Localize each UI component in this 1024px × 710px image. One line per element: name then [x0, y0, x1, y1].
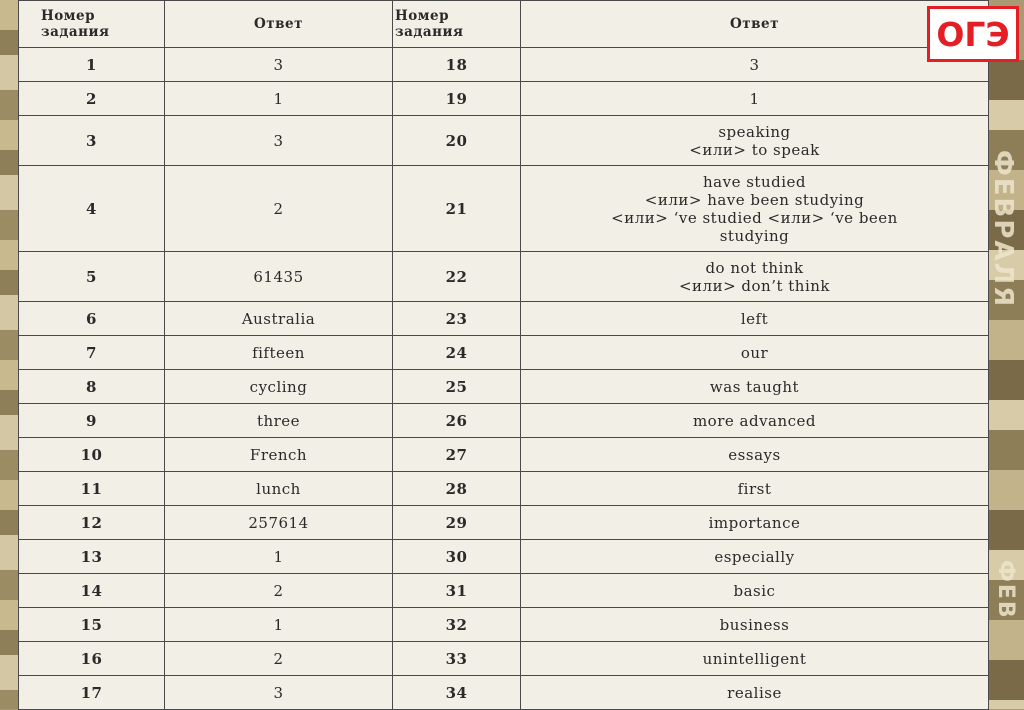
task-number-cell: 3	[19, 116, 165, 166]
header-task-number-right: Номер задания	[393, 1, 521, 48]
answer-cell: 3	[521, 48, 989, 82]
answer-sheet	[18, 0, 988, 709]
task-number-cell: 21	[393, 166, 521, 252]
answer-cell: especially	[521, 540, 989, 574]
task-number-cell: 14	[19, 574, 165, 608]
task-number-cell: 7	[19, 336, 165, 370]
answer-cell: was taught	[521, 370, 989, 404]
task-number-cell: 9	[19, 404, 165, 438]
answer-cell: more advanced	[521, 404, 989, 438]
table-row	[19, 48, 989, 82]
task-number-cell: 10	[19, 438, 165, 472]
table-row	[19, 82, 989, 116]
task-number-cell: 6	[19, 302, 165, 336]
answer-cell: first	[521, 472, 989, 506]
header-row	[19, 1, 989, 48]
answer-cell: 2	[165, 642, 393, 676]
answer-cell: essays	[521, 438, 989, 472]
task-number-cell: 8	[19, 370, 165, 404]
answers-table	[18, 0, 989, 710]
answer-cell: have studied <или> have been studying <или> ‘ve studied <или> ‘ve been studying	[521, 166, 989, 252]
answer-cell: business	[521, 608, 989, 642]
answer-cell: Australia	[165, 302, 393, 336]
answer-cell: left	[521, 302, 989, 336]
table-row	[19, 302, 989, 336]
answer-cell: do not think <или> don’t think	[521, 252, 989, 302]
answer-cell: unintelligent	[521, 642, 989, 676]
task-number-cell: 25	[393, 370, 521, 404]
answer-cell: importance	[521, 506, 989, 540]
task-number-cell: 17	[19, 676, 165, 710]
table-row	[19, 608, 989, 642]
answer-cell: realise	[521, 676, 989, 710]
task-number-cell: 19	[393, 82, 521, 116]
task-number-cell: 15	[19, 608, 165, 642]
task-number-cell: 22	[393, 252, 521, 302]
header-answer-left: Ответ	[165, 1, 393, 48]
task-number-cell: 16	[19, 642, 165, 676]
table-row	[19, 336, 989, 370]
answer-cell: 257614	[165, 506, 393, 540]
task-number-cell: 2	[19, 82, 165, 116]
task-number-cell: 30	[393, 540, 521, 574]
answer-cell: cycling	[165, 370, 393, 404]
task-number-cell: 20	[393, 116, 521, 166]
task-number-cell: 27	[393, 438, 521, 472]
answer-cell: 1	[165, 608, 393, 642]
task-number-cell: 18	[393, 48, 521, 82]
answer-cell: our	[521, 336, 989, 370]
answer-cell: 1	[521, 82, 989, 116]
table-row	[19, 574, 989, 608]
answer-cell: lunch	[165, 472, 393, 506]
answer-cell: 3	[165, 116, 393, 166]
table-row	[19, 642, 989, 676]
task-number-cell: 11	[19, 472, 165, 506]
task-number-cell: 31	[393, 574, 521, 608]
table-row	[19, 166, 989, 252]
side-text-top: ФЕВРАЛЯ	[988, 150, 1018, 309]
table-row	[19, 438, 989, 472]
answer-cell: 3	[165, 48, 393, 82]
table-row	[19, 404, 989, 438]
answer-cell: basic	[521, 574, 989, 608]
task-number-cell: 23	[393, 302, 521, 336]
answer-cell: 61435	[165, 252, 393, 302]
task-number-cell: 5	[19, 252, 165, 302]
task-number-cell: 26	[393, 404, 521, 438]
oge-badge: ОГЭ	[927, 6, 1019, 62]
answer-cell: speaking <или> to speak	[521, 116, 989, 166]
table-row	[19, 676, 989, 710]
answer-cell: 1	[165, 540, 393, 574]
side-text-bottom: ФЕВ	[993, 560, 1018, 620]
answer-cell: 2	[165, 166, 393, 252]
task-number-cell: 13	[19, 540, 165, 574]
answer-cell: three	[165, 404, 393, 438]
answer-cell: 2	[165, 574, 393, 608]
task-number-cell: 12	[19, 506, 165, 540]
task-number-cell: 32	[393, 608, 521, 642]
task-number-cell: 28	[393, 472, 521, 506]
table-row	[19, 540, 989, 574]
table-row	[19, 506, 989, 540]
answer-cell: French	[165, 438, 393, 472]
table-row	[19, 472, 989, 506]
task-number-cell: 34	[393, 676, 521, 710]
table-row	[19, 370, 989, 404]
header-task-number-left: Номер задания	[19, 1, 165, 48]
table-row	[19, 252, 989, 302]
table-row	[19, 116, 989, 166]
task-number-cell: 29	[393, 506, 521, 540]
answer-cell: fifteen	[165, 336, 393, 370]
task-number-cell: 24	[393, 336, 521, 370]
header-answer-right: Ответ	[521, 1, 989, 48]
answer-cell: 1	[165, 82, 393, 116]
task-number-cell: 1	[19, 48, 165, 82]
task-number-cell: 33	[393, 642, 521, 676]
answer-cell: 3	[165, 676, 393, 710]
task-number-cell: 4	[19, 166, 165, 252]
